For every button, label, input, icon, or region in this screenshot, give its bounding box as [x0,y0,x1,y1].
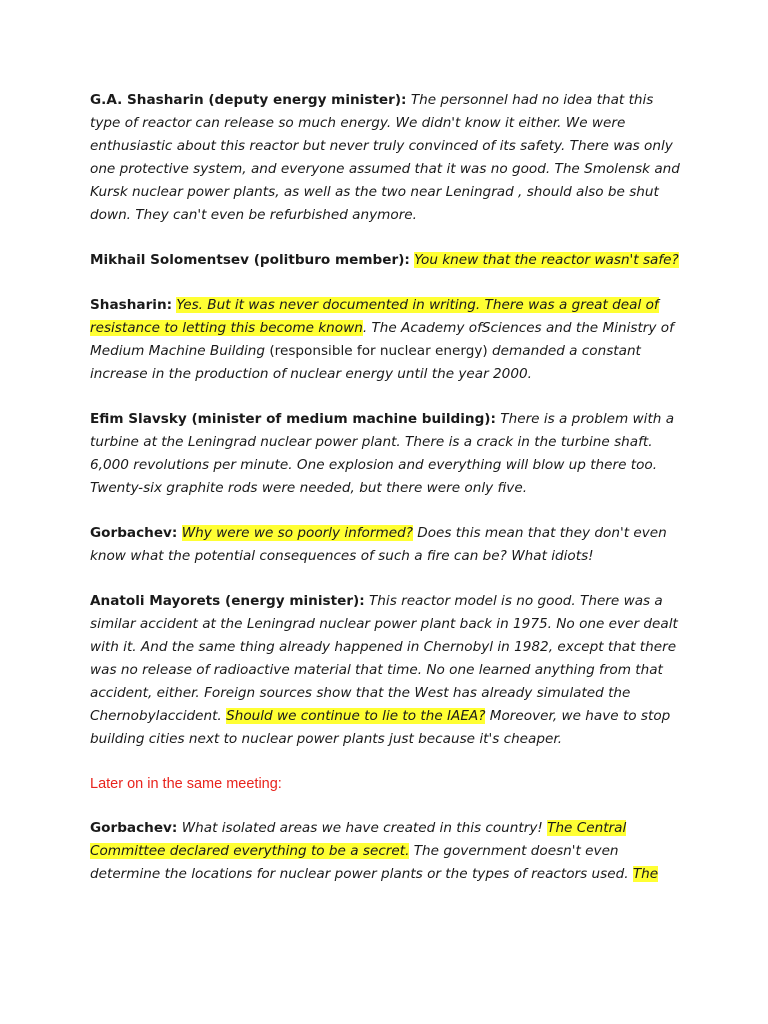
document-body [90,89,680,886]
quote-text: There is a problem with a turbine at the Leningrad nuclear power plant. There is a crack in the turbine shaft. 6,000 revolutions per minute. One explosion and everything will blow up there too. Twenty-six graphite rods were needed, but there were only five. [90,411,675,496]
quote-text: demanded a constant increase in the production of nuclear energy until the year 2000. [90,343,641,382]
speaker-name: G.A. Shasharin (deputy energy minister): [90,92,407,108]
speaker-name: Shasharin: [90,297,173,313]
highlighted-quote: Yes. But it was never documented in writing. There was a great deal of resistance to letting this become known [90,297,659,336]
quote-text: This reactor model is no good. There was a similar accident at the Leningrad nuclear power plant back in 1975. No one ever dealt with it. And the same thing already happened in Chernobyl in 1982, except that there was no release of radioactive material that time. No one learned anything from that accident, either. Foreign sources show that the West has already simulated the Chernobylaccident. [90,593,678,724]
quote-text: (responsible for nuclear energy) [269,343,488,359]
transcript-paragraph [90,89,680,227]
highlighted-quote: Should we continue to lie to the IAEA? [226,708,486,724]
quote-text: The government doesn't even determine the locations for nuclear power plants or the types of reactors used. [90,843,633,882]
speaker-name: Efim Slavsky (minister of medium machine building): [90,411,496,427]
document-page [90,89,680,908]
speaker-name: Gorbachev: [90,820,178,836]
highlighted-quote: You knew that the reactor wasn't safe? [414,252,679,268]
transcript-paragraph [90,249,680,272]
quote-text: . The Academy ofSciences and the Ministry of Medium Machine Building [90,320,674,359]
transcript-paragraph [90,817,680,886]
highlighted-quote: Why were we so poorly informed? [181,525,413,541]
speaker-name: Anatoli Mayorets (energy minister): [90,593,365,609]
speaker-name: Gorbachev: [90,525,178,541]
section-note: Later on in the same meeting: [90,776,282,792]
transcript-paragraph [90,590,680,751]
speaker-name: Mikhail Solomentsev (politburo member): [90,252,410,268]
quote-text: Moreover, we have to stop building cities next to nuclear power plants just because it's cheaper. [90,708,671,747]
quote-text: What isolated areas we have created in this country! [181,820,548,836]
transcript-paragraph [90,294,680,386]
quote-text: Does this mean that they don't even know what the potential consequences of such a fire can be? What idiots! [90,525,667,564]
quote-text: The personnel had no idea that this type of reactor can release so much energy. We didn't know it either. We were enthusiastic about this reactor but never truly convinced of its safety. There was only one protective system, and everyone assumed that it was no good. The Smolensk and Kursk nuclear power plants, as well as the two near Leningrad , should also be shut down. They can't even be refurbished anymore. [90,92,680,223]
highlighted-quote: The [632,866,659,882]
transcript-paragraph [90,408,680,500]
highlighted-quote: The Central Committee declared everything to be a secret. [90,820,627,859]
transcript-paragraph [90,522,680,568]
